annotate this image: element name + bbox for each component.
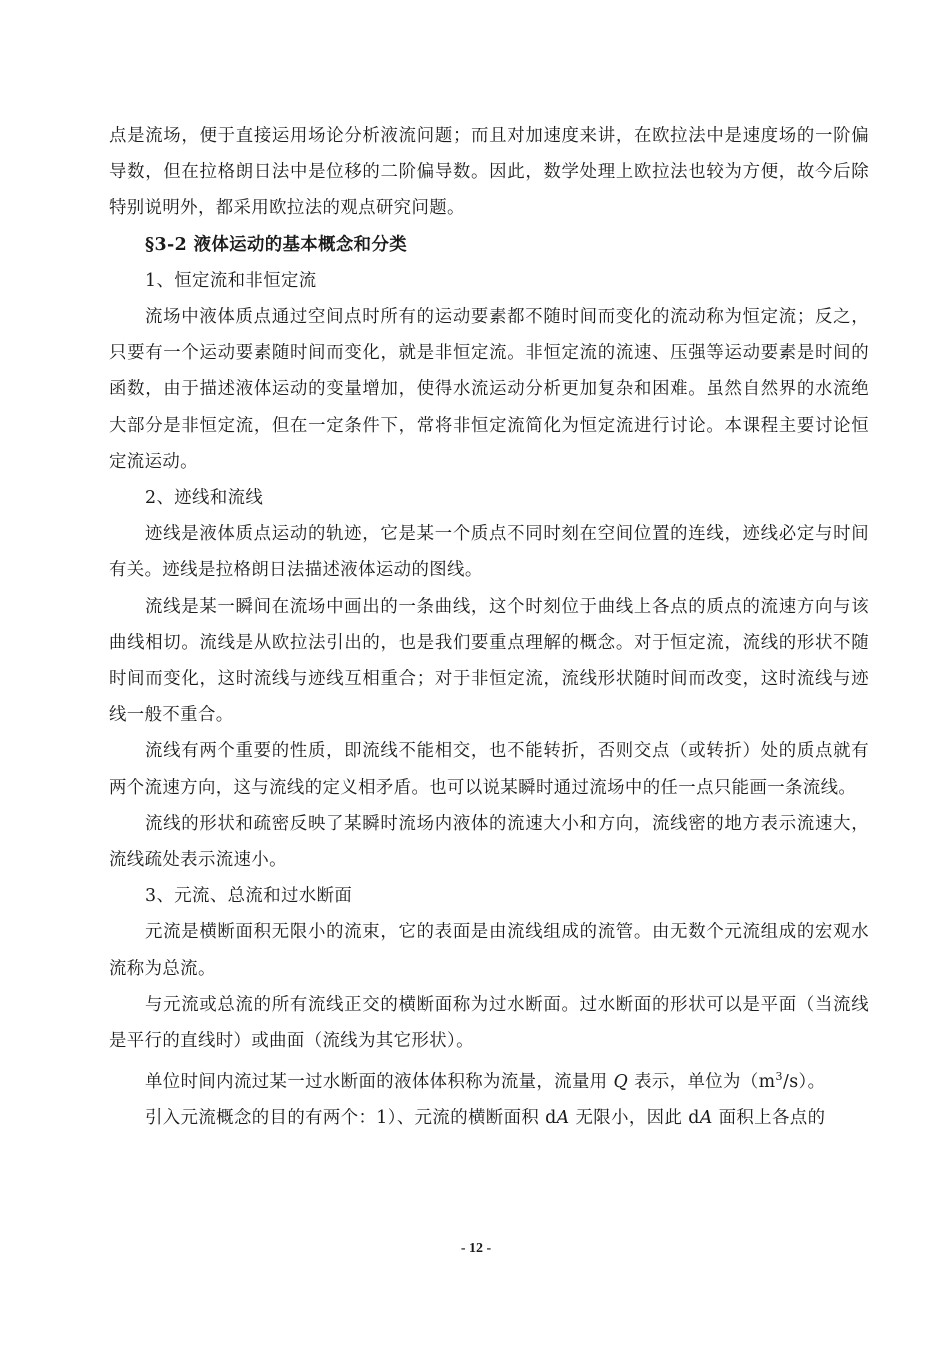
- purpose-text-b: 无限小，因此 d: [569, 1108, 700, 1129]
- unit-exponent: 3: [775, 1070, 783, 1084]
- discharge-text-b: 表示，单位为（m: [628, 1072, 776, 1093]
- discharge-text-a: 单位时间内流过某一过水断面的液体体积称为流量，流量用: [145, 1072, 614, 1093]
- paragraph-streamline-density: 流线的形状和疏密反映了某瞬时流场内液体的流速大小和方向，流线密的地方表示流速大，流线疏处表示流速小。: [109, 813, 869, 871]
- paragraph-euler-conclusion: 点是流场，便于直接运用场论分析液流问题；而且对加速度来讲，在欧拉法中是速度场的一阶偏导数，但在拉格朗日法中是位移的二阶偏导数。因此，数学处理上欧拉法也较为方便，故今后除特别说明外，都采用欧拉法的观点研究问题。: [109, 126, 869, 219]
- paragraph-pathline: 迹线是液体质点运动的轨迹，它是某一个质点不同时刻在空间位置的连线，迹线必定与时间有关。迹线是拉格朗日法描述液体运动的图线。: [109, 524, 869, 581]
- paragraph-elementary-flow: 元流是横断面积无限小的流束，它的表面是由流线组成的流管。由无数个元流组成的宏观水流称为总流。: [109, 922, 869, 979]
- paragraph-elementary-purpose: [109, 1100, 869, 1136]
- document-body: [109, 118, 869, 1136]
- heading-pathline-streamline: 2、迹线和流线: [145, 488, 264, 509]
- discharge-text-c: /s）。: [782, 1072, 826, 1093]
- paragraph-discharge: [109, 1059, 869, 1100]
- page-number: - 12 -: [460, 1241, 492, 1256]
- heading-steady-flow: 1、恒定流和非恒定流: [145, 270, 317, 291]
- paragraph-cross-section: 与元流或总流的所有流线正交的横断面称为过水断面。过水断面的形状可以是平面（当流线是平行的直线时）或曲面（流线为其它形状）。: [109, 994, 869, 1052]
- paragraph-streamline-properties: 流线有两个重要的性质，即流线不能相交，也不能转折，否则交点（或转折）处的质点就有两个流速方向，这与流线的定义相矛盾。也可以说某瞬时通过流场中的任一点只能画一条流线。: [109, 741, 869, 798]
- area-symbol-2: A: [699, 1108, 713, 1129]
- section-title: §3-2 液体运动的基本概念和分类: [145, 234, 408, 255]
- discharge-symbol: Q: [613, 1072, 629, 1093]
- area-symbol-1: A: [556, 1108, 570, 1129]
- paragraph-steady-flow: 流场中液体质点通过空间点时所有的运动要素都不随时间而变化的流动称为恒定流；反之，只要有一个运动要素随时间而变化，就是非恒定流。非恒定流的流速、压强等运动要素是时间的函数，由于描述液体运动的变量增加，使得水流运动分析更加复杂和困难。虽然自然界的水流绝大部分是非恒定流，但在一定条件下，常将非恒定流简化为恒定流进行讨论。本课程主要讨论恒定流运动。: [109, 307, 869, 472]
- purpose-text-a: 引入元流概念的目的有两个：1）、元流的横断面积 d: [145, 1108, 557, 1129]
- paragraph-streamline: 流线是某一瞬间在流场中画出的一条曲线，这个时刻位于曲线上各点的质点的流速方向与该曲线相切。流线是从欧拉法引出的，也是我们要重点理解的概念。对于恒定流，流线的形状不随时间而变化，这时流线与迹线互相重合；对于非恒定流，流线形状随时间而改变，这时流线与迹线一般不重合。: [109, 596, 869, 726]
- purpose-text-c: 面积上各点的: [712, 1108, 826, 1129]
- heading-elementary-flow: 3、元流、总流和过水断面: [145, 886, 353, 907]
